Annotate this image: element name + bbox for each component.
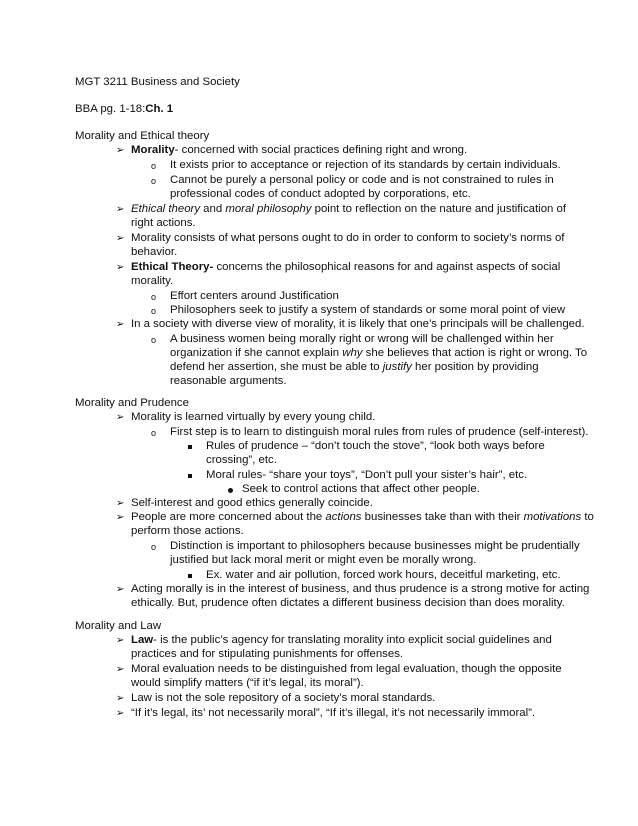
list-item-continued: defend her assertion, she must be able to justify her position by providing — [170, 361, 539, 373]
list-item: A business women being morally right or wrong will be challenged within her — [170, 333, 554, 345]
list-item-continued: right actions. — [131, 217, 196, 229]
section-heading-prudence: Morality and Prudence — [75, 397, 189, 409]
chapter-reference: BBA pg. 1-18:Ch. 1 — [75, 103, 174, 115]
arrow-bullet-icon: ➢ — [116, 512, 125, 523]
circle-bullet-icon: o — [151, 542, 157, 552]
arrow-bullet-icon: ➢ — [116, 635, 125, 646]
document-title: MGT 3211 Business and Society — [75, 76, 240, 88]
list-item: It exists prior to acceptance or rejection of its standards by certain individuals. — [170, 159, 561, 171]
arrow-bullet-icon: ➢ — [116, 319, 125, 330]
arrow-bullet-icon: ➢ — [116, 693, 125, 704]
list-item: Morality consists of what persons ought to do in order to conform to society’s norms of — [131, 232, 565, 244]
list-item: Law- is the public’s agency for translating morality into explicit social guidelines and — [131, 634, 552, 646]
list-item: Ethical theory and moral philosophy point to reflection on the nature and justification of — [131, 203, 567, 215]
circle-bullet-icon: o — [151, 428, 157, 438]
list-item: Moral evaluation needs to be distinguished from legal evaluation, though the opposite — [131, 663, 562, 675]
list-item: “If it’s legal, its’ not necessarily moral”, “If it’s illegal, it’s not necessarily immoral”. — [131, 707, 536, 719]
circle-bullet-icon: o — [151, 292, 157, 302]
list-item: Rules of prudence – “don’t touch the stove”, “look both ways before — [206, 440, 545, 452]
list-item: Ex. water and air pollution, forced work hours, deceitful marketing, etc. — [206, 569, 561, 581]
list-item: Self-interest and good ethics generally coincide. — [131, 497, 373, 509]
arrow-bullet-icon: ➢ — [116, 664, 125, 675]
list-item: Law is not the sole repository of a society’s moral standards. — [131, 692, 436, 704]
list-item-continued: ethically. But, prudence often dictates a different business decision than does morality. — [131, 597, 565, 609]
dot-bullet-icon — [228, 488, 233, 493]
list-item: Seek to control actions that affect other people. — [242, 483, 480, 495]
arrow-bullet-icon: ➢ — [116, 262, 125, 273]
circle-bullet-icon: o — [151, 176, 157, 186]
list-item: Philosophers seek to justify a system of standards or some moral point of view — [170, 304, 566, 316]
list-item: Cannot be purely a personal policy or code and is not constrained to rules in — [170, 174, 554, 186]
list-item-continued: justified but lack moral merit or might even be morally wrong. — [170, 554, 477, 566]
list-item: Distinction is important to philosophers because businesses might be prudentially — [170, 540, 580, 552]
arrow-bullet-icon: ➢ — [116, 708, 125, 719]
arrow-bullet-icon: ➢ — [116, 584, 125, 595]
list-item-continued: organization if she cannot explain why she believes that action is right or wrong. To — [170, 347, 588, 359]
section-heading-law: Morality and Law — [75, 620, 162, 632]
list-item: Effort centers around Justification — [170, 290, 339, 302]
list-item-continued: would simplify matters (“if it’s legal, its moral”). — [131, 677, 364, 689]
list-item-continued: professional codes of conduct adopted by corporations, etc. — [170, 188, 471, 200]
list-item-continued: morality. — [131, 275, 174, 287]
section-heading-ethical-theory: Morality and Ethical theory — [75, 130, 210, 142]
list-item: People are more concerned about the actions businesses take than with their motivations to — [131, 511, 594, 523]
circle-bullet-icon: o — [151, 306, 157, 316]
list-item: Moral rules- “share your toys”, “Don’t pull your sister’s hair”, etc. — [206, 469, 528, 481]
circle-bullet-icon: o — [151, 161, 157, 171]
list-item: Morality is learned virtually by every young child. — [131, 411, 376, 423]
list-item-continued: behavior. — [131, 246, 178, 258]
list-item: Ethical Theory- concerns the philosophical reasons for and against aspects of social — [131, 261, 561, 273]
arrow-bullet-icon: ➢ — [116, 233, 125, 244]
list-item-continued: perform those actions. — [131, 525, 244, 537]
arrow-bullet-icon: ➢ — [116, 412, 125, 423]
list-item-continued: reasonable arguments. — [170, 375, 287, 387]
arrow-bullet-icon: ➢ — [116, 204, 125, 215]
square-bullet-icon — [188, 574, 192, 578]
list-item: First step is to learn to distinguish moral rules from rules of prudence (self-interest). — [170, 426, 589, 438]
list-item-continued: crossing”, etc. — [206, 454, 277, 466]
list-item: Acting morally is in the interest of business, and thus prudence is a strong motive for acting — [131, 583, 590, 595]
circle-bullet-icon: o — [151, 335, 157, 345]
list-item-continued: practices and for stipulating punishments for offenses. — [131, 648, 404, 660]
arrow-bullet-icon: ➢ — [116, 498, 125, 509]
list-item: Morality- concerned with social practices defining right and wrong. — [131, 144, 468, 156]
arrow-bullet-icon: ➢ — [116, 145, 125, 156]
square-bullet-icon — [188, 474, 192, 478]
square-bullet-icon — [188, 445, 192, 449]
list-item: In a society with diverse view of morality, it is likely that one’s principals will be challenged. — [131, 318, 585, 330]
